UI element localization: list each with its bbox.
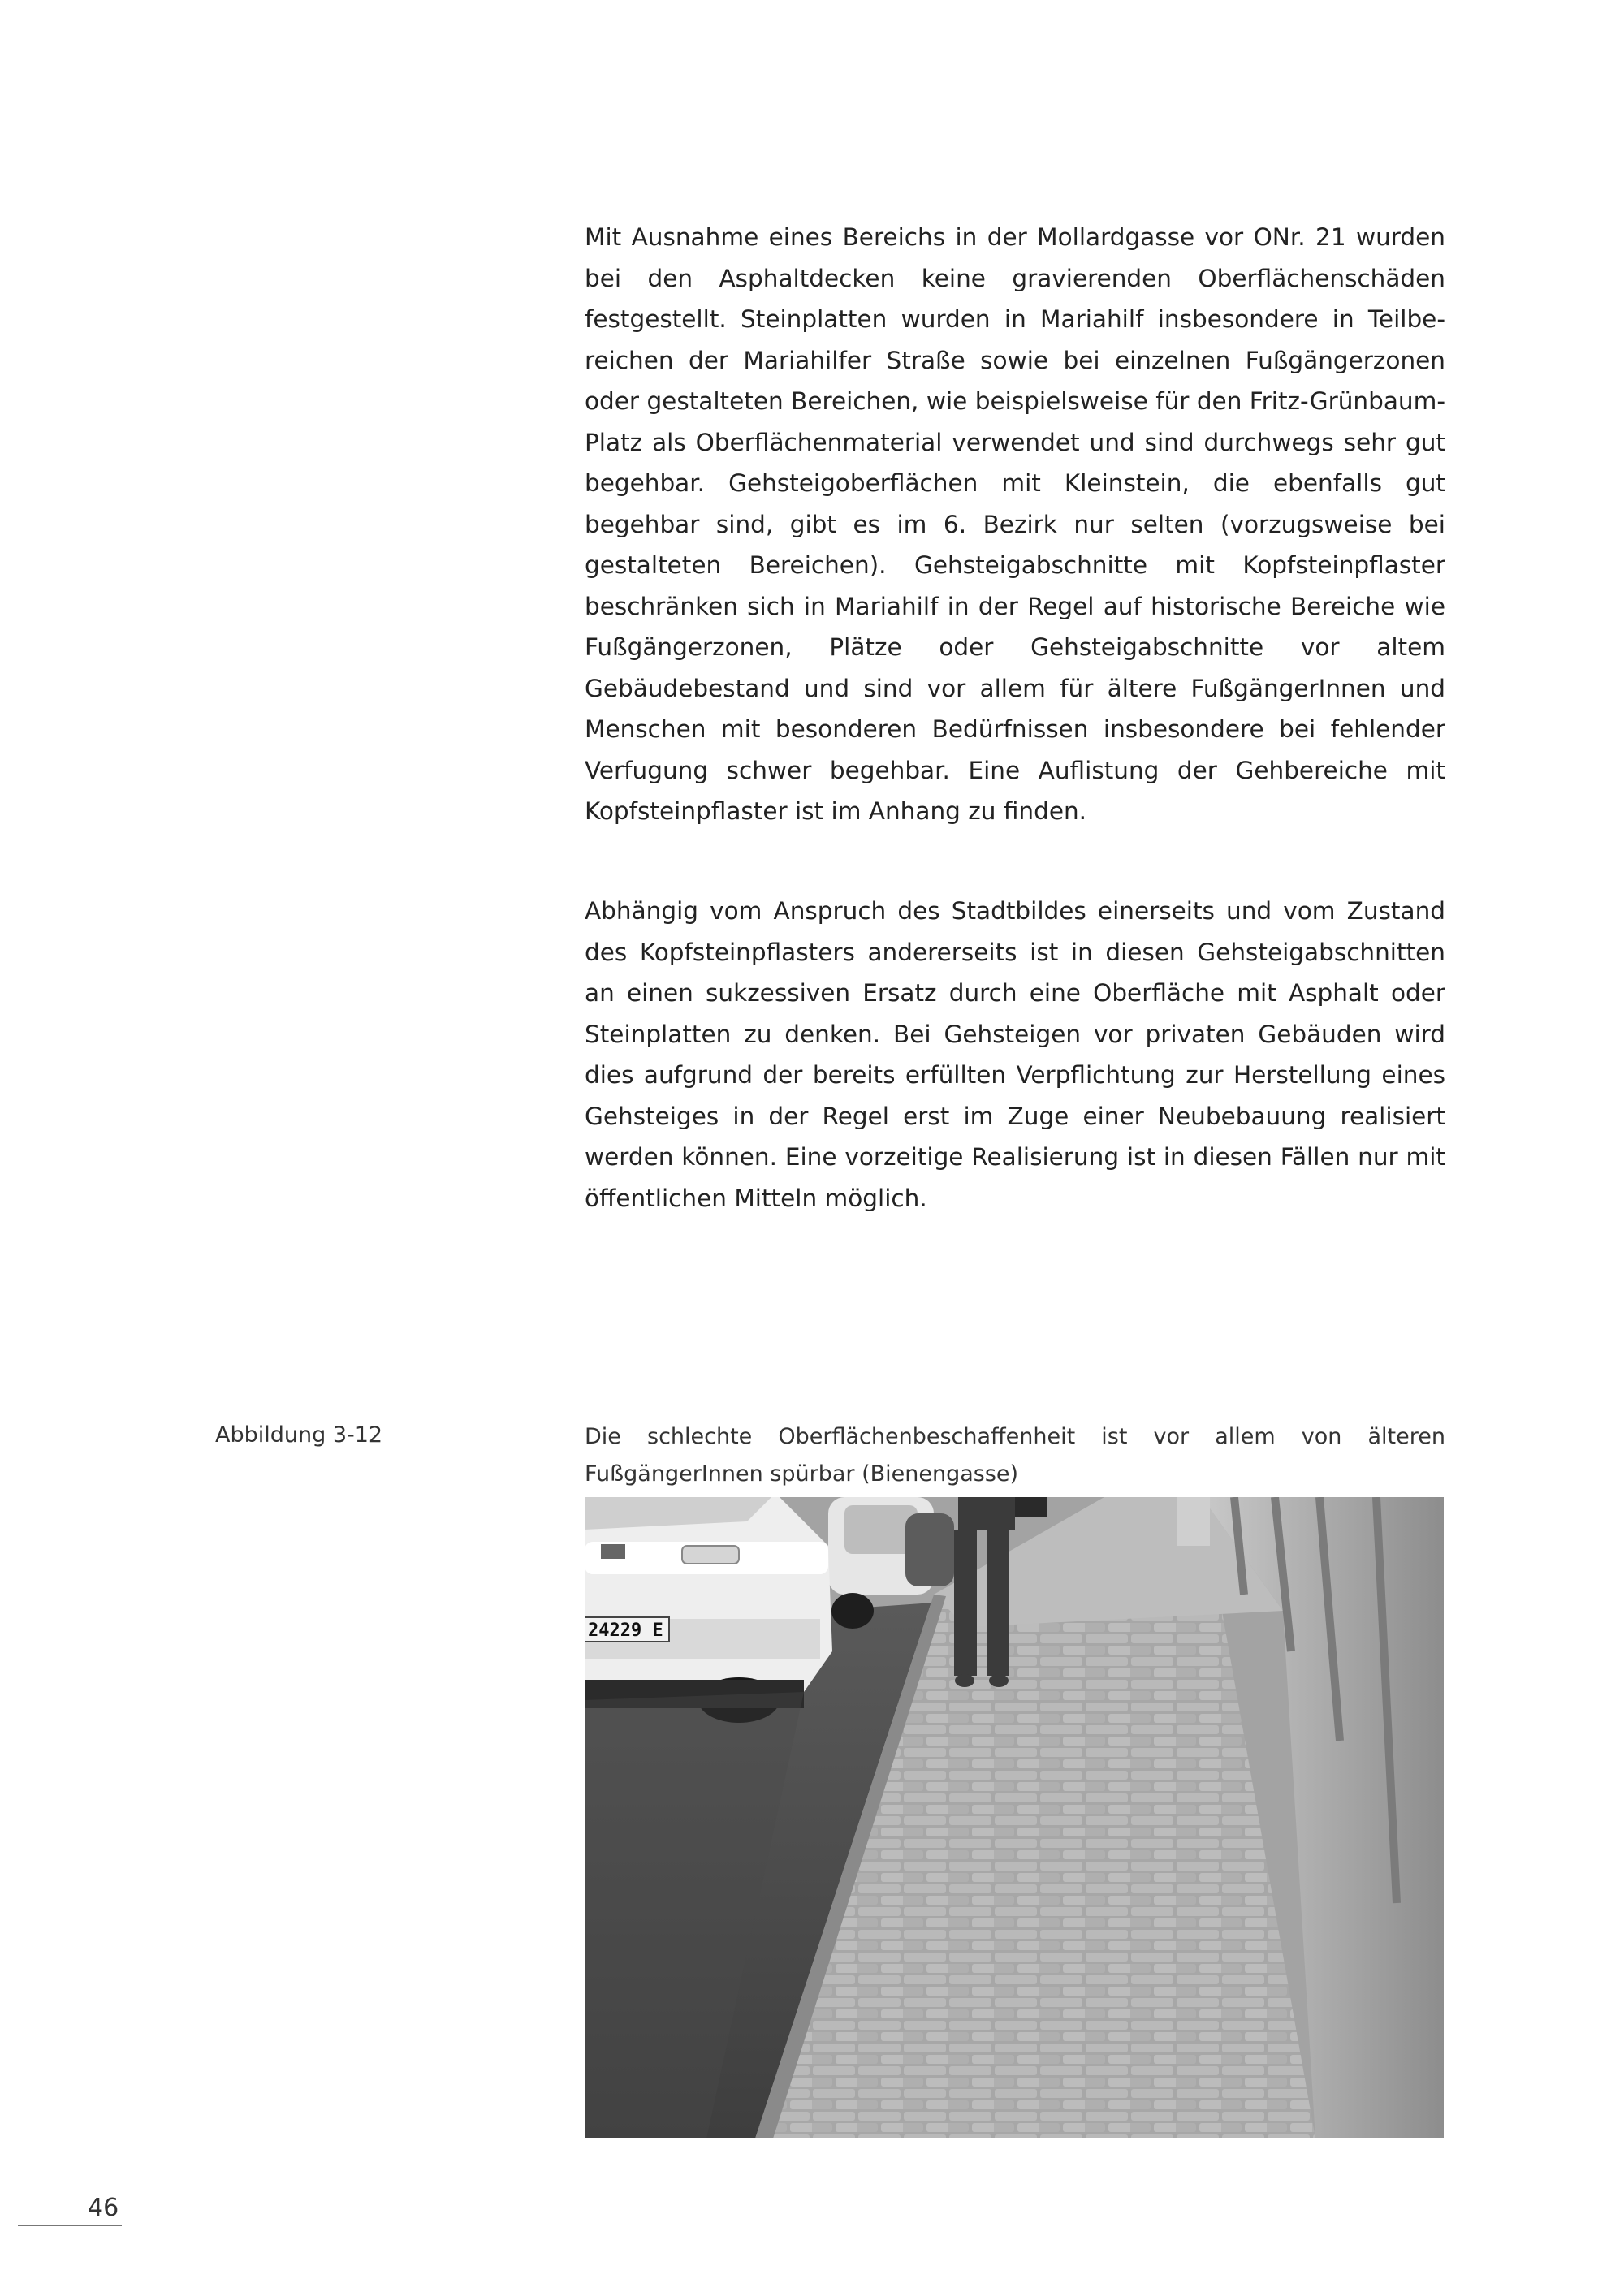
body-paragraph-1: Mit Ausnahme eines Bereichs in der Mollardgasse vor ONr. 21 wurden bei den Asphaltdecken keine gravierenden Oberflächenschäden festgestellt. Steinplatten wurden in Mariahilf insbesondere in Teilbereichen der Mariahilfer Straße sowie bei einzelnen Fußgängerzonen oder gestalteten Bereichen, wie beispielsweise für den Fritz-Grünbaum-Platz als Oberflächenmaterial verwendet und sind durchwegs sehr gut begehbar. Gehsteigoberflächen mit Kleinstein, die ebenfalls gut begehbar sind, gibt es im 6. Bezirk nur selten (vorzugsweise bei gestalteten Bereichen). Gehsteigabschnitte mit Kopfsteinpflaster beschränken sich in Mariahilf in der Regel auf historische Bereiche wie Fußgängerzonen, Plätze oder Gehsteigabschnitte vor altem Gebäudebestand und sind vor allem für ältere FußgängerInnen und Menschen mit besonderen Bedürfnissen insbesondere bei fehlender Verfugung schwer begehbar. Eine Auflistung der Gehbereiche mit Kopfsteinpflaster ist im Anhang zu finden.	[585, 223, 1445, 825]
sidewalk-photo	[585, 1497, 1444, 2138]
figure-label: Abbildung 3-12	[215, 1422, 383, 1448]
license-plate-text: 24229 E	[588, 1621, 663, 1641]
page-number-rule	[18, 2225, 122, 2226]
page-number: 46	[88, 2194, 119, 2222]
figure-caption: Die schlechte Oberflächenbeschaffenheit ist vor allem von älteren FußgängerInnen spürbar (Bienengasse)	[585, 1424, 1445, 1487]
body-paragraph-2: Abhängig vom Anspruch des Stadtbildes einerseits und vom Zustand des Kopfsteinpflasters andererseits ist in diesen Gehsteigabschnitten an einen sukzessiven Ersatz durch eine Oberfläche mit Asphalt oder Steinplatten zu denken. Bei Gehsteigen vor privaten Gebäuden wird dies aufgrund der bereits erfüllten Verpflichtung zur Herstellung eines Gehsteiges in der Regel erst im Zuge einer Neubebauung realisiert werden können. Eine vorzeitige Realisierung ist in diesen Fällen nur mit öffentlichen Mitteln möglich.	[585, 897, 1445, 1212]
